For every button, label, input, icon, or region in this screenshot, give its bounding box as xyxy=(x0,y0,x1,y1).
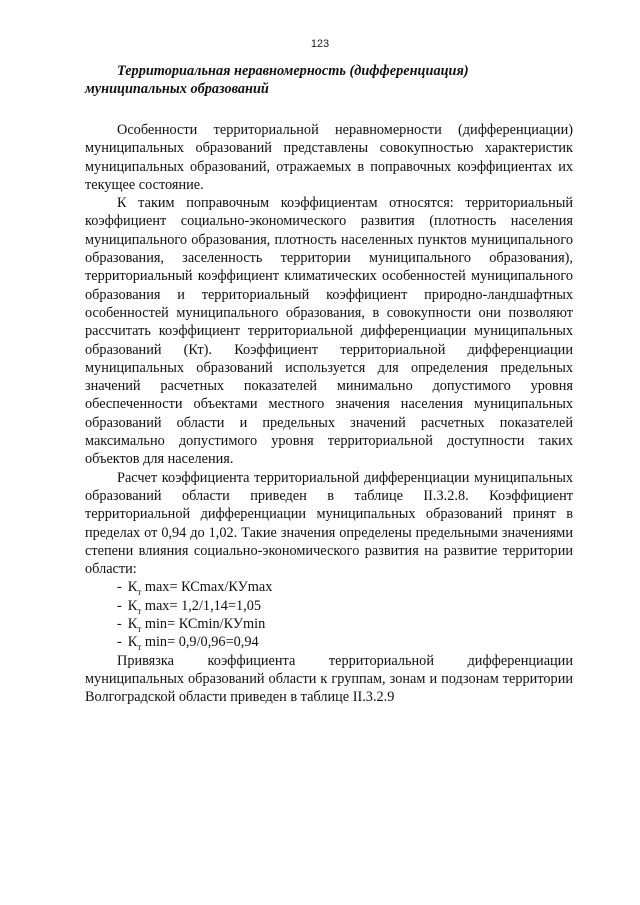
formula-expression: min= 0,9/0,96=0,94 xyxy=(141,634,259,651)
formula-subscript: т xyxy=(137,623,142,634)
paragraph-intro: Особенности территориальной неравномерности (дифференциации) муниципальных образований представлены совокупностью характеристик муниципальных образований, отражаемых в поправочных коэффициентах их текущее состояние. xyxy=(85,122,573,193)
formula-item xyxy=(85,633,573,651)
formula-subscript: т xyxy=(137,587,142,598)
section-heading xyxy=(85,62,573,98)
formula-symbol: К xyxy=(127,597,138,614)
formula-subscript: т xyxy=(137,605,142,616)
formula-dash: - xyxy=(117,597,122,614)
formula-subscript: т xyxy=(137,642,142,653)
formula-symbol: К xyxy=(127,616,138,633)
formula-symbol: К xyxy=(127,634,138,651)
paragraph-coefficients: К таким поправочным коэффициентам относятся: территориальный коэффициент социально-экономического развития (плотность населения муниципального образования, плотность населенных пунктов муниципального образования, заселенность территории муниципального образования), территориальный коэффициент климатических особенностей муниципального образования и территориальный коэффициент природно-ландшафтных особенностей муниципального образования, в совокупности они позволяют рассчитать коэффициент территориальной дифференциации муниципальных образований (Кт). Коэффициент территориальной дифференциации муниципальных образований используется для определения предельных значений расчетных показателей минимально допустимого уровня обеспеченности объектами местного значения населения муниципальных образований области и предельных значений расчетных показателей максимально допустимого уровня территориальной доступности таких объектов для населения. xyxy=(85,195,573,468)
section-heading-line-2: муниципальных образований xyxy=(85,81,269,97)
formula-expression: max= КСmax/КУmax xyxy=(141,579,273,596)
page-number: 123 xyxy=(310,38,330,50)
formula-item xyxy=(85,615,573,633)
formula-expression: min= КСmin/КУmin xyxy=(141,616,266,633)
section-heading-line-1: Территориальная неравномерность (дифференциация) xyxy=(117,63,469,79)
page-content xyxy=(85,62,573,707)
formula-item xyxy=(85,597,573,615)
formula-expression: max= 1,2/1,14=1,05 xyxy=(141,597,262,614)
paragraph-calculation: Расчет коэффициента территориальной дифференциации муниципальных образований области приведен в таблице II.3.2.8. Коэффициент территориальной дифференциации муниципальных образований принят в пределах от 0,94 до 1,02. Такие значения определены предельными значениями степени влияния социально-экономического развития на развитие территории области: xyxy=(85,469,573,578)
formula-dash: - xyxy=(117,616,122,633)
formula-list xyxy=(85,578,573,651)
formula-symbol: К xyxy=(127,579,138,596)
formula-item xyxy=(85,578,573,596)
formula-dash: - xyxy=(117,634,122,651)
formula-dash: - xyxy=(117,579,122,596)
paragraph-closing: Привязка коэффициента территориальной дифференциации муниципальных образований области к группам, зонам и подзонам территории Волгоградской области приведен в таблице II.3.2.9 xyxy=(85,652,573,706)
